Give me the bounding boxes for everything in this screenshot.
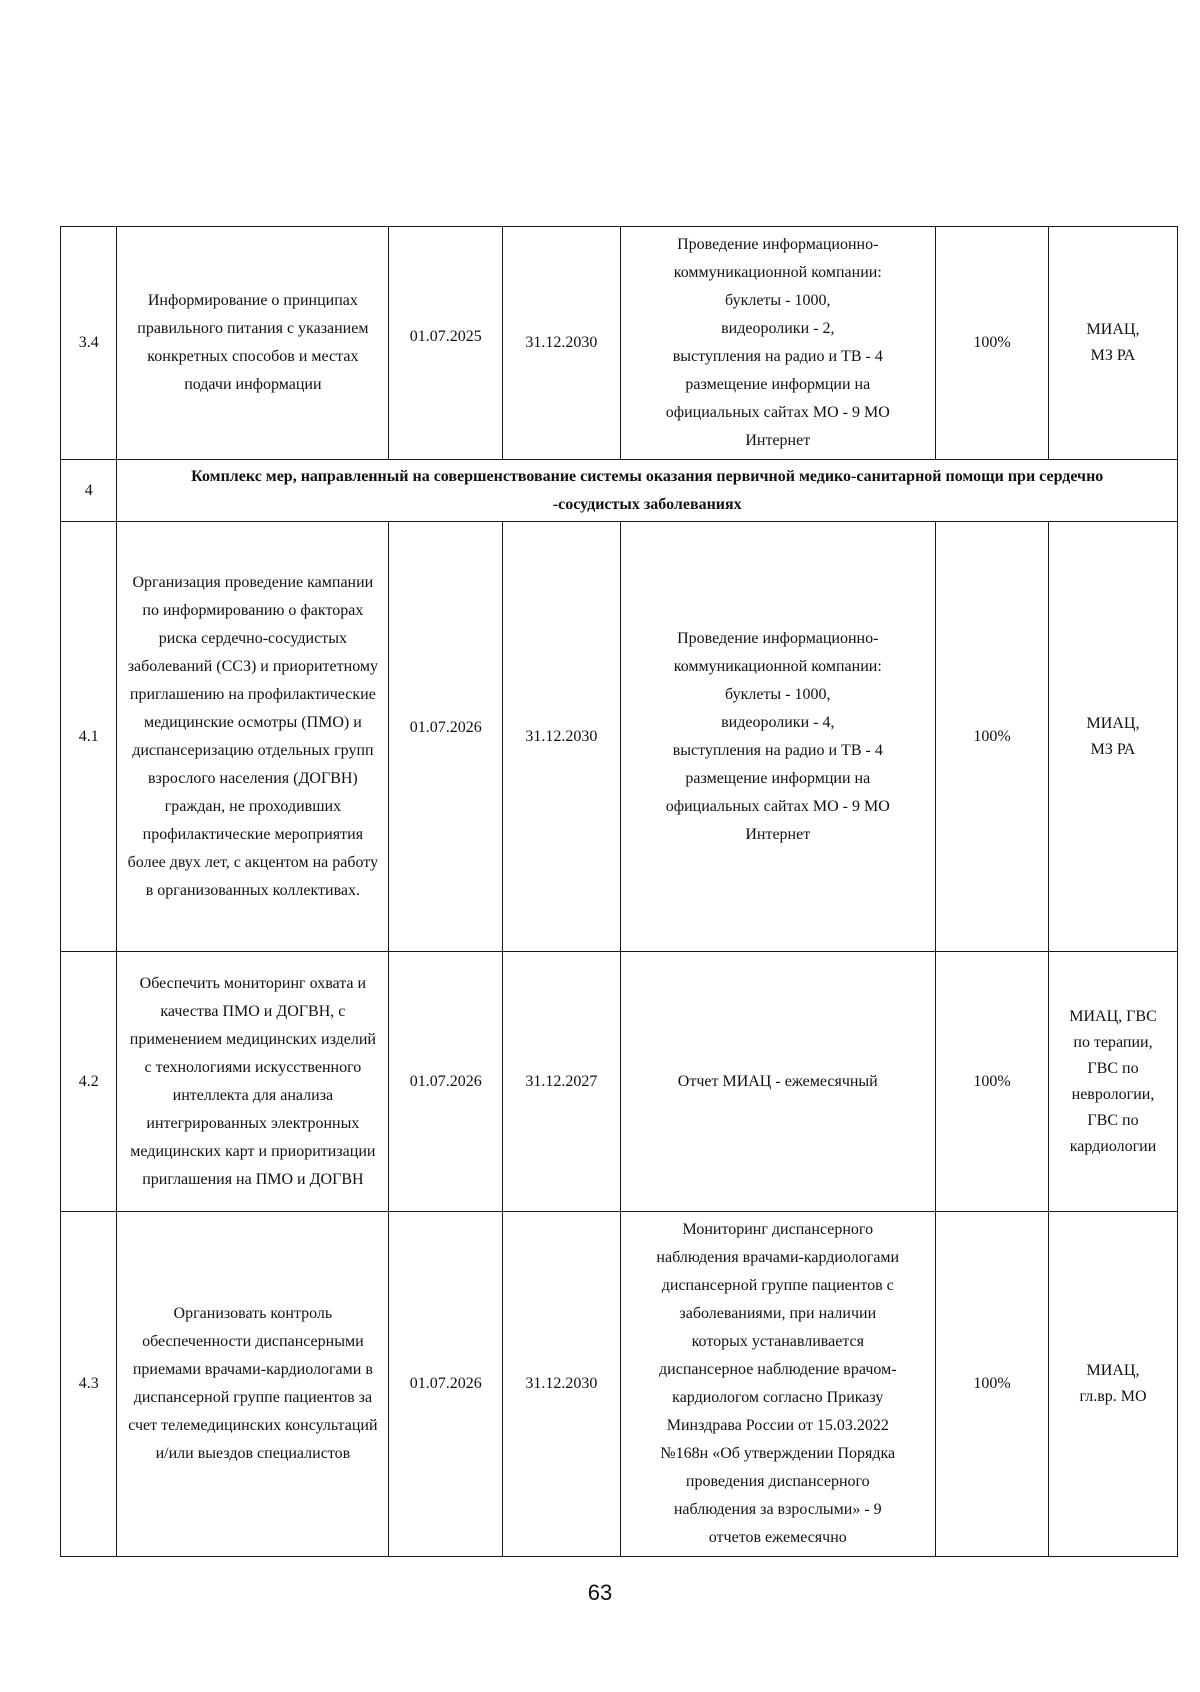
percent-cell: 100%: [936, 522, 1049, 952]
activity-cell: Обеспечить мониторинг охвата и качества ПМО и ДОГВН, с применением медицинских изделий с технологиями искусственного интеллекта для анализа интегрированных электронных медицинских карт и приоритизации приглашения на ПМО и ДОГВН: [117, 952, 389, 1212]
row-number: 4.2: [61, 952, 117, 1212]
activity-cell: Организация проведение кампании по информированию о факторах риска сердечно-сосудистых заболеваний (ССЗ) и приоритетному приглашению на профилактические медицинские осмотры (ПМО) и диспансеризацию отдельных групп взрослого населения (ДОГВН) граждан, не проходивших профилактические мероприятия более двух лет, с акцентом на работу в организованных коллективах.: [117, 522, 389, 952]
responsible-line: МЗ РА: [1090, 740, 1136, 758]
result-cell: [620, 952, 935, 1212]
end-date-cell: 31.12.2030: [503, 1212, 620, 1557]
end-date-cell: 31.12.2030: [503, 227, 620, 460]
result-line: коммуникационной компании:: [673, 264, 882, 281]
responsible-line: неврологии,: [1071, 1085, 1155, 1103]
result-line: выступления на радио и ТВ - 4: [672, 741, 883, 759]
row-number: 4.3: [61, 1212, 117, 1557]
result-line: заболеваниями, при наличии: [679, 1305, 877, 1322]
result-line: буклеты - 1000,: [725, 292, 831, 309]
responsible-line: гл.вр. МО: [1079, 1388, 1147, 1405]
result-line: отчетов ежемесячно: [708, 1529, 847, 1546]
activity-cell: Организовать контроль обеспеченности диспансерными приемами врачами-кардиологами в диспансерной группе пациентов за счет телемедицинских консультаций и/или выездов специалистов: [117, 1212, 389, 1557]
result-line: Интернет: [745, 432, 811, 449]
responsible-line: по терапии,: [1073, 1033, 1153, 1051]
result-line: Минздрава России от 15.03.2022: [666, 1417, 889, 1434]
result-line: видеоролики - 4,: [721, 713, 835, 731]
page-number: 63: [587, 1580, 613, 1605]
percent-cell: 100%: [936, 1212, 1049, 1557]
start-date-cell: 01.07.2026: [389, 522, 503, 952]
responsible-line: ГВС по: [1087, 1059, 1139, 1077]
result-line: размещение информции на: [685, 769, 871, 787]
result-line: диспансерное наблюдение врачом-: [659, 1361, 897, 1378]
table-row: [61, 227, 1178, 460]
result-line: которых устанавливается: [691, 1333, 864, 1350]
result-line: проведения диспансерного: [685, 1473, 870, 1490]
table-row: [61, 952, 1178, 1212]
responsible-line: ГВС по: [1087, 1111, 1139, 1129]
result-line: Проведение информационно-: [677, 629, 879, 647]
result-cell: [620, 227, 935, 460]
section-number: 4: [61, 460, 117, 522]
result-line: наблюдения врачами-кардиологами: [656, 1249, 900, 1266]
responsible-cell: [1048, 522, 1177, 952]
result-line: видеоролики - 2,: [721, 320, 835, 337]
percent-cell: 100%: [936, 227, 1049, 460]
row-number: 3.4: [61, 227, 117, 460]
result-line: коммуникационной компании:: [673, 657, 882, 675]
result-cell: [620, 522, 935, 952]
end-date-cell: 31.12.2027: [503, 952, 620, 1212]
end-date-cell: 31.12.2030: [503, 522, 620, 952]
responsible-line: МИАЦ,: [1086, 714, 1140, 732]
responsible-cell: [1048, 952, 1177, 1212]
result-line: выступления на радио и ТВ - 4: [672, 348, 883, 365]
result-line: Интернет: [745, 825, 811, 843]
responsible-cell: [1048, 227, 1177, 460]
action-plan-table: [60, 226, 1178, 1557]
row-number: 4.1: [61, 522, 117, 952]
result-line: буклеты - 1000,: [725, 685, 831, 703]
responsible-line: МЗ РА: [1090, 347, 1136, 364]
result-line: диспансерной группе пациентов с: [661, 1277, 894, 1294]
table-row: [61, 1212, 1178, 1557]
result-line: Отчет МИАЦ - ежемесячный: [677, 1072, 878, 1090]
responsible-line: МИАЦ,: [1086, 1362, 1140, 1379]
result-cell: [620, 1212, 935, 1557]
responsible-line: кардиологии: [1069, 1137, 1157, 1155]
responsible-line: МИАЦ, ГВС: [1069, 1007, 1157, 1025]
result-line: официальных сайтах МО - 9 МО: [665, 404, 890, 421]
start-date-cell: 01.07.2026: [389, 952, 503, 1212]
result-line: Проведение информационно-: [677, 236, 879, 253]
result-line: размещение информции на: [685, 376, 871, 393]
result-line: №168н «Об утверждении Порядка: [660, 1445, 896, 1462]
section-title: Комплекс мер, направленный на совершенствование системы оказания первичной медико-санитарной помощи при сердечно -сосудистых заболеваниях: [117, 460, 1178, 522]
responsible-cell: [1048, 1212, 1177, 1557]
section-row: [61, 460, 1178, 522]
result-line: наблюдения за взрослыми» - 9: [673, 1501, 882, 1518]
result-line: официальных сайтах МО - 9 МО: [665, 797, 890, 815]
responsible-line: МИАЦ,: [1086, 321, 1140, 338]
table-row: [61, 522, 1178, 952]
start-date-cell: 01.07.2026: [389, 1212, 503, 1557]
result-line: Мониторинг диспансерного: [682, 1221, 874, 1238]
result-line: кардиологом согласно Приказу: [672, 1389, 884, 1406]
percent-cell: 100%: [936, 952, 1049, 1212]
activity-cell: Информирование о принципах правильного питания с указанием конкретных способов и местах подачи информации: [117, 227, 389, 460]
start-date-cell: 01.07.2025: [389, 227, 503, 460]
